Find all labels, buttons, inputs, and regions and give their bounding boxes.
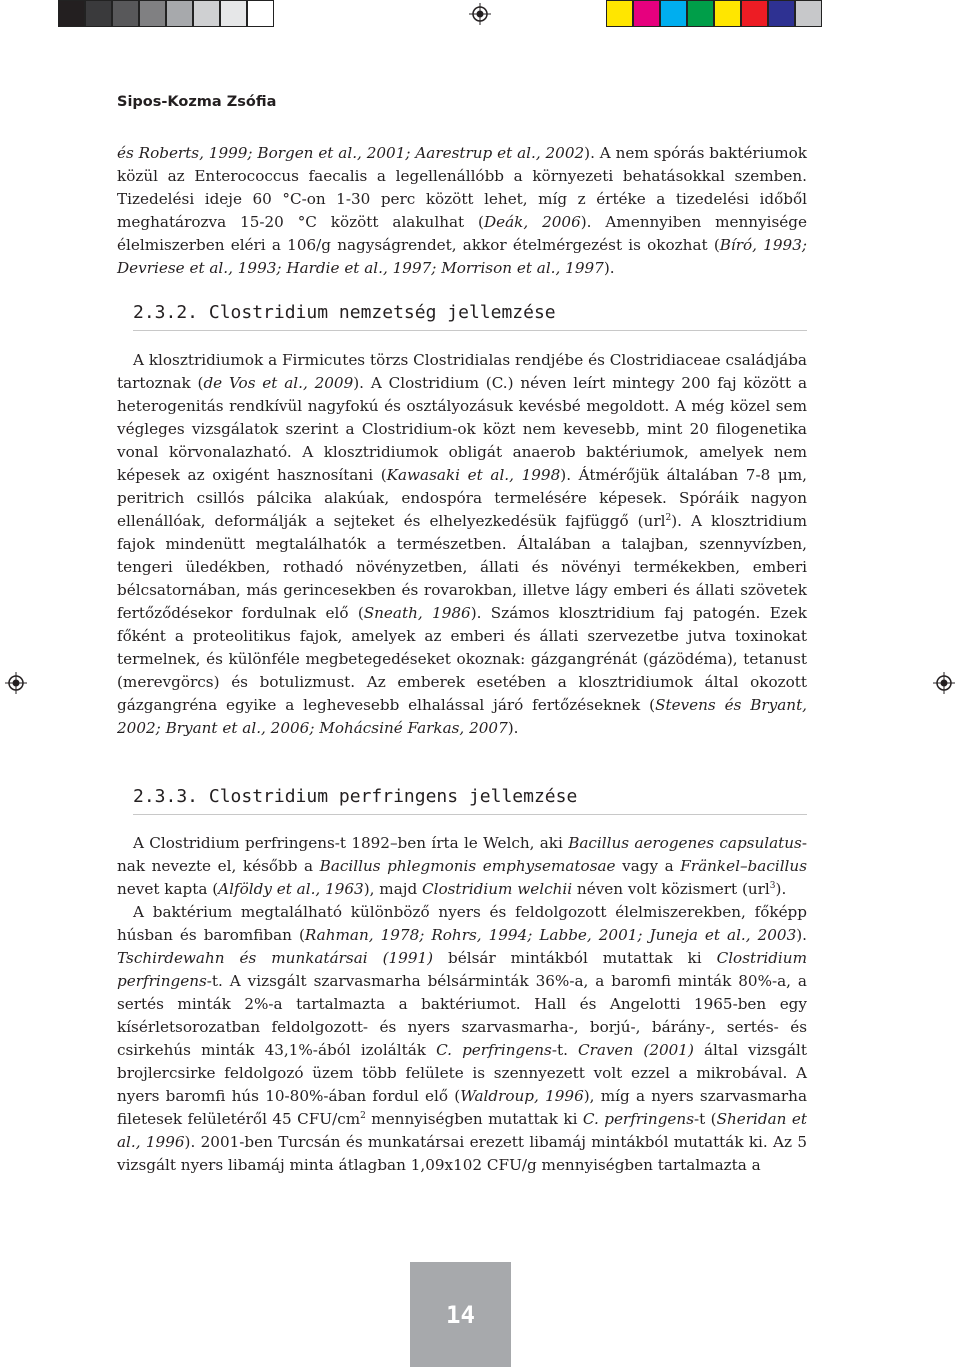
body-text: nevet kapta ( (117, 880, 219, 898)
body-text: ). (603, 259, 615, 277)
body-text: -t. A vizsgált szarvasmarha bélsárminták 36%-a, a baromfi minták 80%-a, a sertés minták 2%-a tartalmazta a baktériumot. Hall és Angelotti 1965-ben egy kísérletsorozatban feldolgozott- és nyers szarvasmarha-, borjú-, bárány-, sertés- és csirkehús minták 43,1%-ából izolálták (117, 972, 807, 1059)
swatch (606, 0, 633, 27)
species-name: C. perfringens (582, 1110, 694, 1128)
footnote-ref: 3 (769, 880, 776, 891)
body-text: A Clostridium perfringens-t 1892–ben írta le Welch, aki (133, 834, 569, 852)
swatch (768, 0, 795, 27)
swatch (741, 0, 768, 27)
body-text: ), majd (363, 880, 423, 898)
grayscale-bar (58, 0, 274, 30)
color-bar (606, 0, 822, 30)
swatch (85, 0, 112, 27)
citation: Kawasaki et al., 1998 (386, 466, 561, 484)
swatch (247, 0, 274, 27)
swatch (220, 0, 247, 27)
citation: Sheridan et al., 1996 (117, 1110, 807, 1151)
species-name: Fränkel–bacillus (680, 857, 807, 875)
body-text: ). A Clostridium (C.) néven leírt mintegy 200 faj között a heterogenitás rendkívül nagyfokú és osztályozásuk kevésbé megoldott. A még közel sem végleges vizsgálatok szerint a Clostridium-ok közt nem kevesebb, mint 20 filogenetika vonal körvonalazható. A klosztridiumok obligát anaerob baktériumok, amelyek nem képesek az oxigént hasznosítani ( (117, 374, 808, 484)
citation: Waldroup, 1996 (460, 1087, 584, 1105)
citation: és Roberts, 1999; Borgen et al., 2001; Aarestrup et al., 2002 (117, 144, 585, 162)
species-name: Clostridium welchii (422, 880, 573, 898)
body-text: ). 2001-ben Turcsán és munkatársai erezett libamáj mintákból mutatták ki. Az 5 vizsgált nyers libamáj minta átlagban 1,09x102 CFU/g mennyiségben tartalmazta a (117, 1133, 808, 1174)
body-text: néven volt közismert (url (572, 880, 770, 898)
swatch (714, 0, 741, 27)
section-heading: 2.3.2. Clostridium nemzetség jellemzése (133, 302, 807, 331)
registration-mark-icon (469, 3, 491, 25)
body-text: ). A klosztridium fajok mindenütt megtalálhatók a természetben. Általában a talajban, szennyvízben, tengeri üledékben, rothadó növényzetben, állati és növényi termékekben, emberi bélcsatornában, más gerincesekben és rovarokban, illetve lágy emberi és állati szövetek fertőződésekor fordulnak elő ( (117, 512, 808, 622)
species-name: C. perfringens (436, 1041, 552, 1059)
citation: Craven (2001) (578, 1041, 694, 1059)
species-name: Bacillus aerogenes capsulatus (568, 834, 802, 852)
intro-paragraph (117, 142, 807, 280)
swatch (687, 0, 714, 27)
swatch (58, 0, 85, 27)
body-text: ). Számos klosztridium faj patogén. Ezek főként a proteolitikus fajok, amelyek az emberi és állati szervezetbe jutva toxinokat termelnek, és különféle megbetegedéseket okoznak: gázgangrénát (gázödéma), tetanust (merevgörcs) és botulizmust. Az emberek esetében a klosztridiumok által okozott gázgangréna egyike a leghevesebb elhalással járó fertőzéseknek ( (117, 604, 807, 714)
body-text: ), míg a nyers szarvasmarha filetesek felületéről 45 CFU/cm (117, 1087, 808, 1128)
page-number-box (410, 1262, 511, 1367)
registration-mark-icon (5, 672, 27, 694)
citation: Stevens és Bryant, 2002; Bryant et al., 2006; Mohácsiné Farkas, 2007 (117, 696, 808, 737)
citation: Tschirdewahn és munkatársai (1991) (117, 949, 434, 967)
body-text: -nak nevezte el, később a (117, 834, 807, 875)
body-text: A klosztridiumok a Firmicutes törzs Clostridialas rendjébe és Clostridiaceae családjába tartoznak ( (117, 351, 807, 392)
citation: de Vos et al., 2009 (203, 374, 354, 392)
section-paragraph (117, 349, 807, 740)
footnote-ref: 2 (665, 512, 672, 523)
citation: Deák, 2006 (483, 213, 581, 231)
body-text: által vizsgált brojlercsirke feldolgozó üzem több felülete is szennyezett volt ezzel a mikrobával. A nyers baromfi hús 10-80%-ában fordul elő ( (117, 1041, 808, 1105)
body-text: -t ( (694, 1110, 717, 1128)
section-paragraph (117, 832, 807, 1177)
species-name: Bacillus phlegmonis emphysematosae (319, 857, 616, 875)
citation: Sneath, 1986 (363, 604, 471, 622)
swatch (633, 0, 660, 27)
body-text: ). A nem spórás baktériumok közül az Enterococcus faecalis a legellenállóbb a környezeti behatásokkal szemben. Tizedelési ideje 60 °C-on 1-30 perc között lehet, míg z értéke a tizedelési időből meghatározva 15-20 °C között alakulhat ( (117, 144, 807, 231)
body-text: A baktérium megtalálható különböző nyers és feldolgozott élelmiszerekben, főképp húsban és baromfiban ( (117, 903, 807, 944)
species-name: Clostridium perfringens (117, 949, 807, 990)
body-text: mennyiségben mutattak ki (365, 1110, 583, 1128)
body-text: ). Átmérőjük általában 7-8 μm, peritrich csillós pálcika alakúak, endospóra termelésére képesek. Spóráik nagyon ellenállóak, deformálják a sejteket és elhelyezkedésük fajfüggő (url (117, 466, 808, 530)
swatch (166, 0, 193, 27)
body-text: -t. (551, 1041, 579, 1059)
body-text: vagy a (615, 857, 681, 875)
page-number: 14 (446, 1300, 475, 1329)
body-text: ). (775, 880, 787, 898)
body-text: ). Amennyiben mennyisége élelmiszerben eléri a 106/g nagyságrendet, akkor ételmérgezést is okozhat ( (117, 213, 808, 254)
citation: Rahman, 1978; Rohrs, 1994; Labbe, 2001; Juneja et al., 2003 (304, 926, 797, 944)
swatch (193, 0, 220, 27)
footnote-ref: 2 (360, 1110, 366, 1121)
body-text: bélsár mintákból mutattak ki (433, 949, 717, 967)
swatch (660, 0, 687, 27)
citation: Bíró, 1993; Devriese et al., 1993; Hardie et al., 1997; Morrison et al., 1997 (117, 236, 807, 277)
citation: Alföldy et al., 1963 (218, 880, 364, 898)
registration-mark-icon (933, 672, 955, 694)
body-text: ). (796, 926, 807, 944)
body-text: ). (507, 719, 519, 737)
swatch (139, 0, 166, 27)
swatch (112, 0, 139, 27)
section-heading: 2.3.3. Clostridium perfringens jellemzése (133, 786, 807, 815)
running-header-author: Sipos-Kozma Zsófia (117, 94, 277, 110)
swatch (795, 0, 822, 27)
